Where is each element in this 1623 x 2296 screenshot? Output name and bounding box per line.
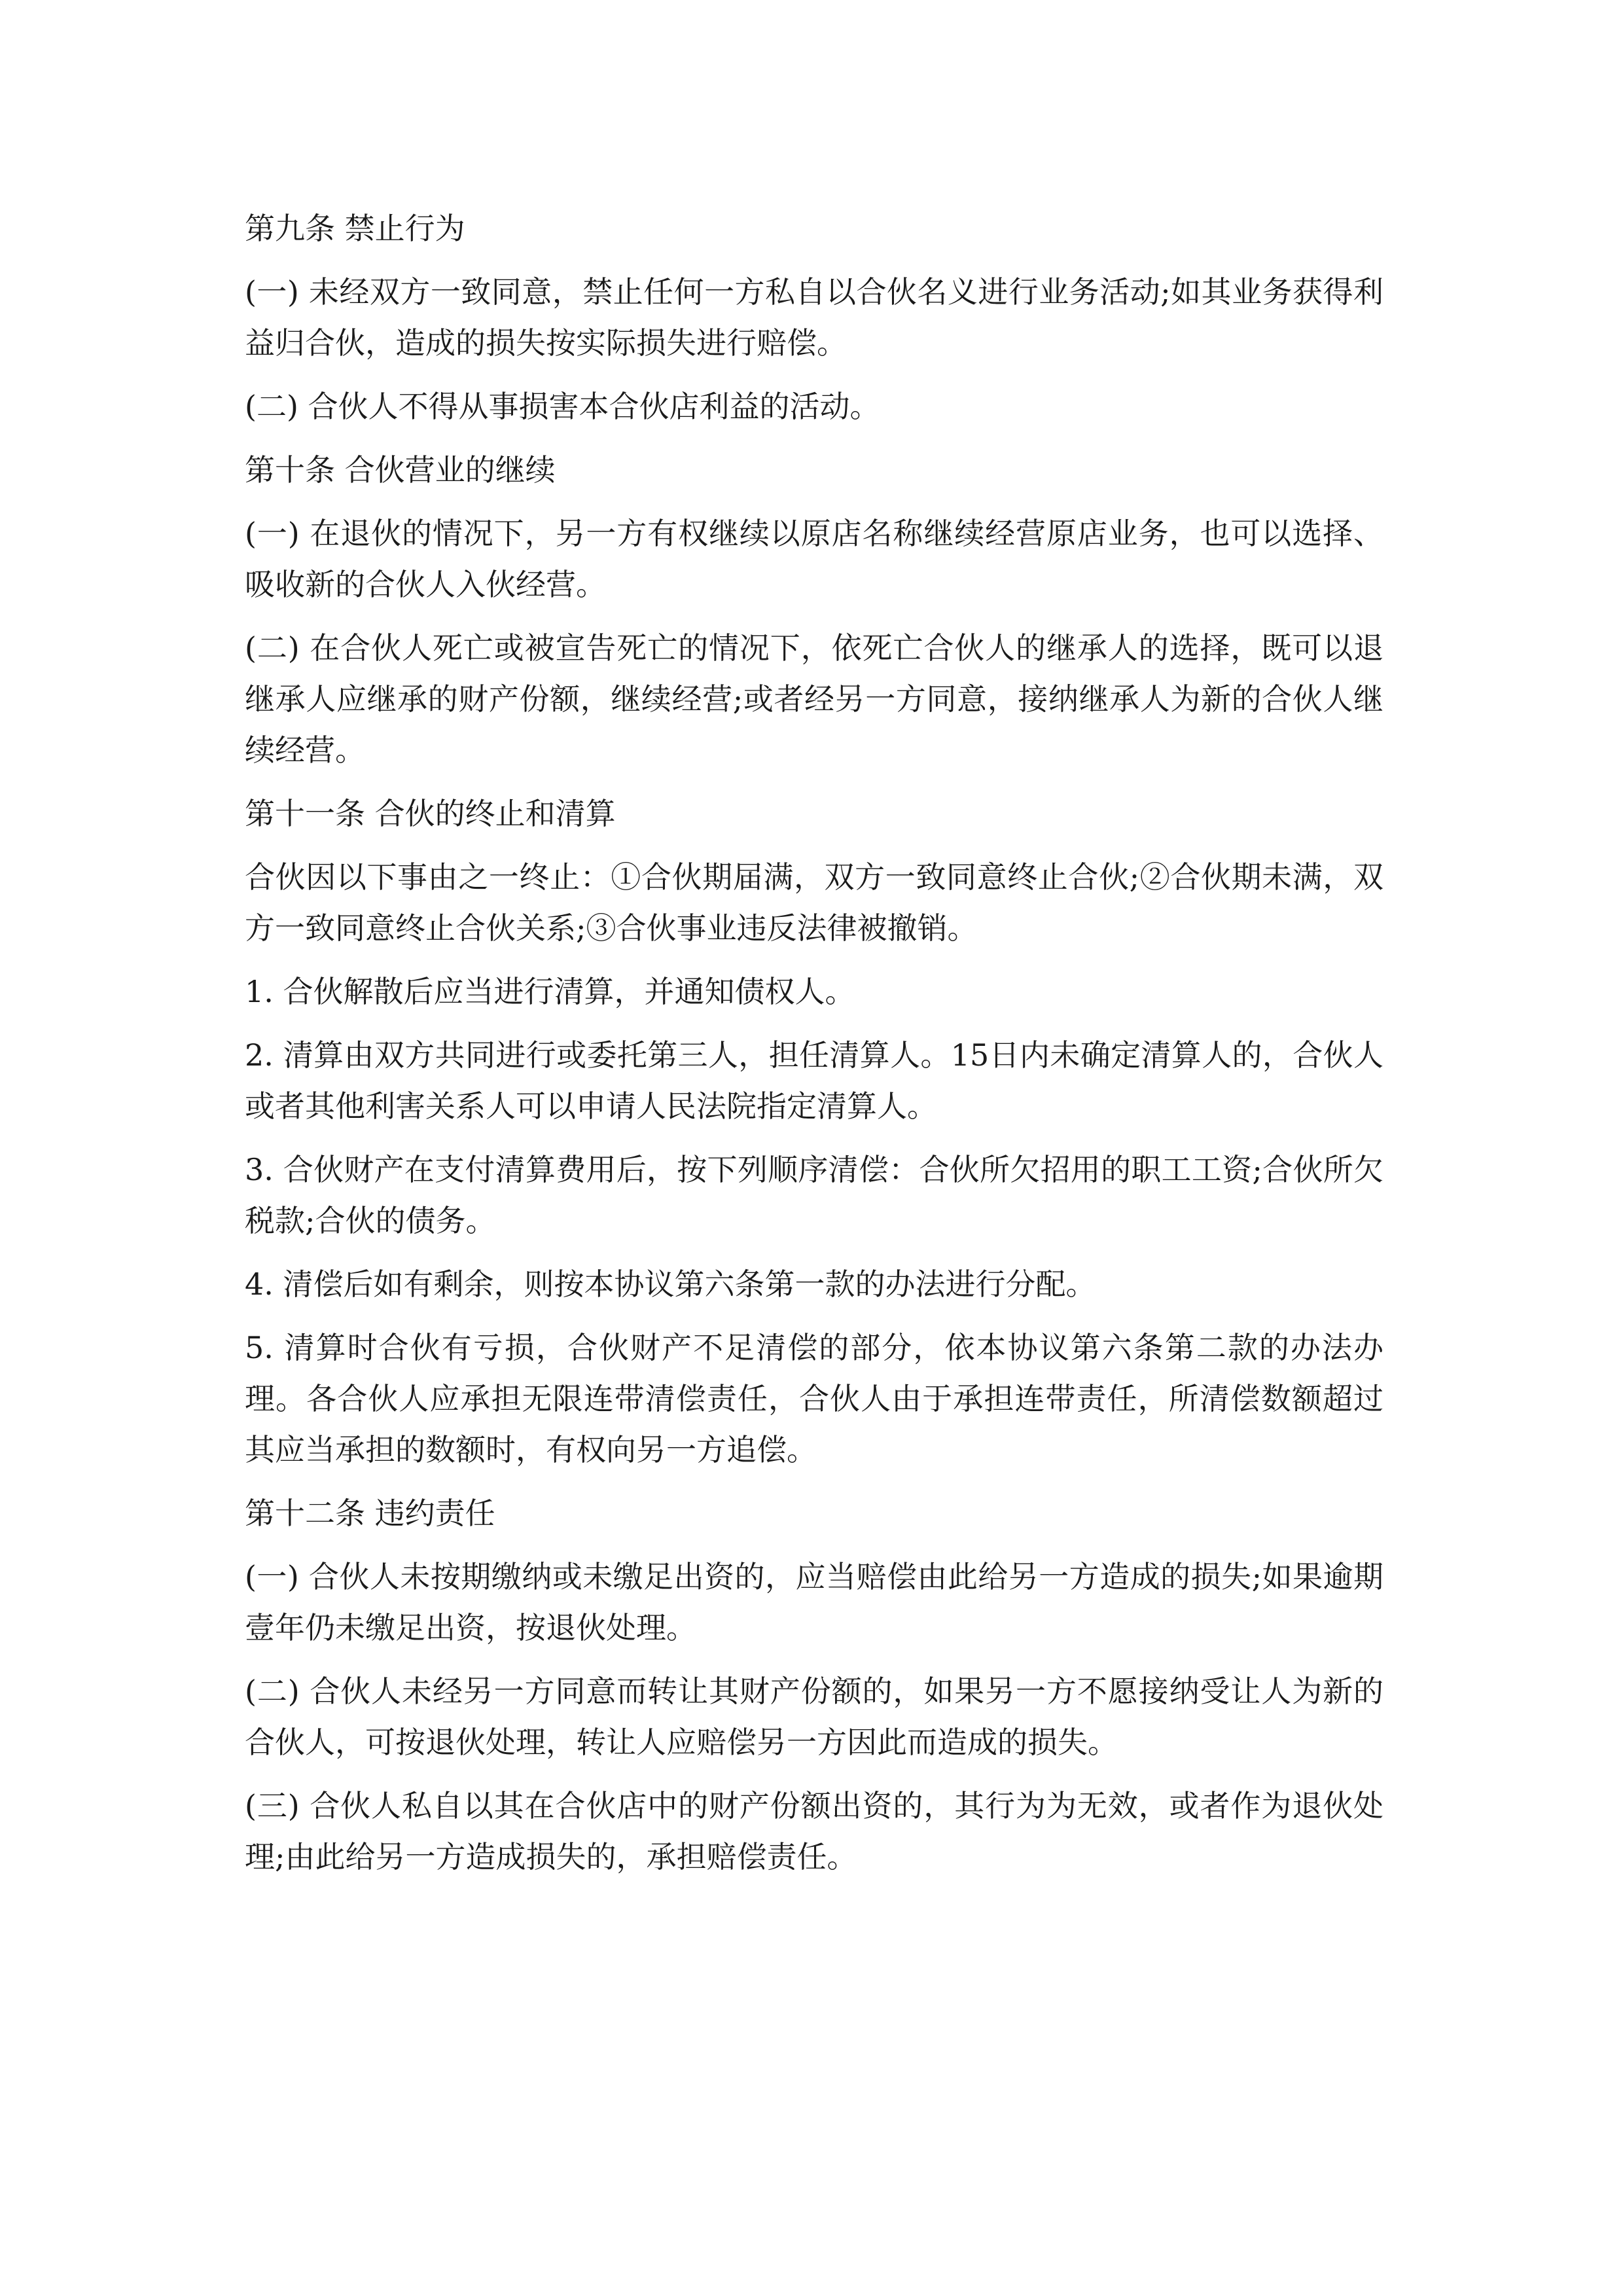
document-page <box>245 203 1383 1895</box>
article-11-item-5: 5. 清算时合伙有亏损，合伙财产不足清偿的部分，依本协议第六条第二款的办法办理。各合伙人应承担无限连带清偿责任，合伙人由于承担连带责任，所清偿数额超过其应当承担的数额时，有权向另一方追偿。 <box>245 1330 1383 1467</box>
article-12-clause-3: (三) 合伙人私自以其在合伙店中的财产份额出资的，其行为为无效，或者作为退伙处理;由此给另一方造成损失的，承担赔偿责任。 <box>245 1788 1383 1874</box>
article-11-item-4: 4. 清偿后如有剩余，则按本协议第六条第一款的办法进行分配。 <box>245 1266 1096 1302</box>
article-12-clause-2: (二) 合伙人未经另一方同意而转让其财产份额的，如果另一方不愿接纳受让人为新的合伙人，可按退伙处理，转让人应赔偿另一方因此而造成的损失。 <box>245 1674 1383 1760</box>
article-11-intro: 合伙因以下事由之一终止：①合伙期届满，双方一致同意终止合伙;②合伙期未满，双方一致同意终止合伙关系;③合伙事业违反法律被撤销。 <box>245 859 1383 946</box>
article-11-item-2: 2. 清算由双方共同进行或委托第三人，担任清算人。15日内未确定清算人的，合伙人或者其他利害关系人可以申请人民法院指定清算人。 <box>245 1037 1383 1124</box>
article-10-clause-1: (一) 在退伙的情况下，另一方有权继续以原店名称继续经营原店业务，也可以选择、吸收新的合伙人入伙经营。 <box>245 516 1383 602</box>
article-11-title: 第十一条 合伙的终止和清算 <box>245 796 616 831</box>
article-11-item-1: 1. 合伙解散后应当进行清算，并通知债权人。 <box>245 974 855 1009</box>
article-9-clause-1: (一) 未经双方一致同意，禁止任何一方私自以合伙名义进行业务活动;如其业务获得利益归合伙，造成的损失按实际损失进行赔偿。 <box>245 274 1383 361</box>
article-12-clause-1: (一) 合伙人未按期缴纳或未缴足出资的，应当赔偿由此给另一方造成的损失;如果逾期壹年仍未缴足出资，按退伙处理。 <box>245 1559 1383 1645</box>
article-9-title: 第九条 禁止行为 <box>245 211 465 246</box>
article-10-title: 第十条 合伙营业的继续 <box>245 452 556 488</box>
article-11-item-3: 3. 合伙财产在支付清算费用后，按下列顺序清偿：合伙所欠招用的职工工资;合伙所欠税款;合伙的债务。 <box>245 1152 1383 1238</box>
article-12-title: 第十二条 违约责任 <box>245 1496 495 1531</box>
article-9-clause-2: (二) 合伙人不得从事损害本合伙店利益的活动。 <box>245 389 880 424</box>
article-10-clause-2: (二) 在合伙人死亡或被宣告死亡的情况下，依死亡合伙人的继承人的选择，既可以退继承人应继承的财产份额，继续经营;或者经另一方同意，接纳继承人为新的合伙人继续经营。 <box>245 630 1383 768</box>
